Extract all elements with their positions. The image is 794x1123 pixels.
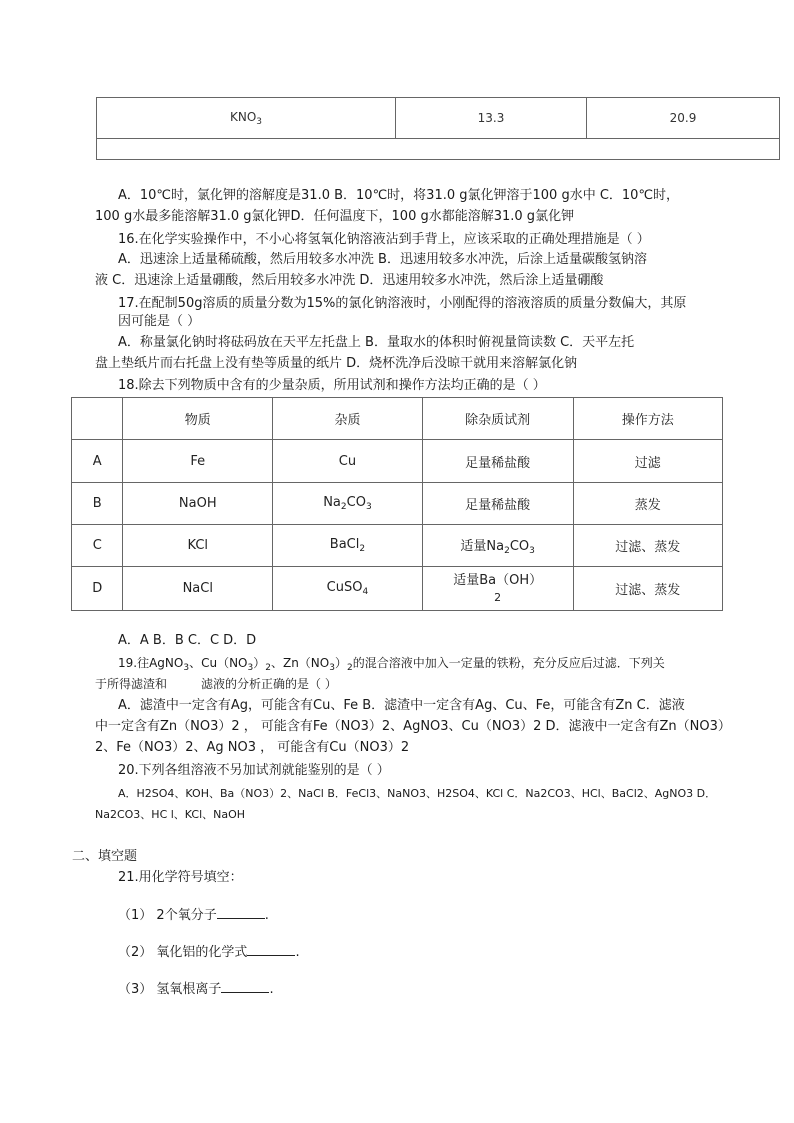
q17-stem-line2: 因可能是（ ）: [118, 314, 201, 329]
operation-cell: 蒸发: [573, 483, 722, 525]
q19-options-line1: A．滤渣中一定含有Ag，可能含有Cu、Fe B．滤渣中一定含有Ag、Cu、Fe，可能含有Zn C．滤液: [118, 698, 685, 713]
option-cell: D: [72, 567, 123, 611]
q20-options-line2: Na2CO3、HC l、KCl、NaOH: [95, 808, 246, 821]
table-row: [72, 525, 723, 567]
substance-cell: Fe: [123, 440, 273, 483]
q17-options-line2: 盘上垫纸片而右托盘上没有垫等质量的纸片 D．烧杯洗净后没晾干就用来溶解氯化钠: [95, 356, 578, 371]
impurity-cell: $Na_2CO_3$: [273, 483, 423, 525]
solubility-table: [96, 97, 780, 160]
q20-options-line1: A．H2SO4、KOH、Ba（NO3）2、NaCl B．FeCl3、NaNO3、H2SO4、KCl C．Na2CO3、HCl、BaCl2、AgNO3 D．: [118, 787, 717, 800]
q19-options-line2: 中一定含有Zn（NO3）2 ， 可能含有Fe（NO3）2、AgNO3、Cu（NO3）2 D．滤液中一定含有Zn（NO3）: [95, 719, 731, 734]
substance-cell: NaCl: [123, 567, 273, 611]
header-cell: 杂质: [273, 398, 423, 440]
section-title: 二、填空题: [72, 849, 138, 864]
operation-cell: 过滤、蒸发: [573, 567, 722, 611]
table-cell: $KNO_3$: [97, 98, 396, 139]
impurity-cell: BaCl$_2$: [273, 525, 423, 567]
table-cell: 13.3: [396, 98, 587, 139]
operation-cell: 过滤: [573, 440, 722, 483]
reagent-cell: 适量$Na_2CO_3$: [422, 525, 573, 567]
reagent-cell: 足量稀盐酸: [422, 483, 573, 525]
q19-stem-line1: 19.往AgNO$_3$、$Cu(NO_3)_2$、$Zn(NO_3)_2$的混合溶液中加入一定量的铁粉，充分反应后过滤．下列关: [118, 656, 665, 673]
table-row: [97, 139, 780, 160]
substance-cell: NaOH: [123, 483, 273, 525]
option-cell: C: [72, 525, 123, 567]
table-row: [72, 483, 723, 525]
q19-options-line3: 2、Fe（NO3）2、Ag NO3 ， 可能含有Cu（NO3）2: [95, 740, 410, 755]
fill-item-1: （1） 2个氧分子 .: [118, 908, 269, 923]
fill-item-2: （2） 氧化铝的化学式 .: [118, 945, 300, 960]
table-row: [72, 440, 723, 483]
q17-options-line1: A．称量氯化钠时将砝码放在天平左托盘上 B．量取水的体积时俯视量筒读数 C．天平左托: [118, 335, 635, 350]
header-cell: 物质: [123, 398, 273, 440]
answer-blank[interactable]: [221, 980, 269, 993]
operation-cell: 过滤、蒸发: [573, 525, 722, 567]
table-cell: [97, 139, 780, 160]
table-cell: 20.9: [587, 98, 780, 139]
q18-choices: A．A B．B C．C D．D: [118, 633, 257, 648]
answer-blank[interactable]: [247, 943, 295, 956]
table-header-row: [72, 398, 723, 440]
header-cell: [72, 398, 123, 440]
q15-options-line1: A．10℃时，氯化钾的溶解度是31.0 B．10℃时，将31.0 g氯化钾溶于100 g水中 C．10℃时，: [118, 188, 680, 203]
q16-stem: 16.在化学实验操作中，不小心将氢氧化钠溶液沾到手背上，应该采取的正确处理措施是（ ）: [118, 232, 650, 247]
q17-stem-line1: 17.在配制50g溶质的质量分数为15%的氯化钠溶液时，小刚配得的溶液溶质的质量分数偏大，其原: [118, 296, 687, 311]
impurity-cell: CuSO$_4$: [273, 567, 423, 611]
q18-stem: 18.除去下列物质中含有的少量杂质，所用试剂和操作方法均正确的是（ ）: [118, 378, 546, 393]
substance-cell: KCl: [123, 525, 273, 567]
fill-item-3: （3） 氢氧根离子 .: [118, 982, 274, 997]
q19-stem-line2: 于所得滤渣和 滤液的分析正确的是（ ）: [95, 677, 337, 691]
header-cell: 除杂质试剂: [422, 398, 573, 440]
q21-stem: 21.用化学符号填空：: [118, 870, 243, 885]
table-row: [72, 567, 723, 611]
header-cell: 操作方法: [573, 398, 722, 440]
option-cell: B: [72, 483, 123, 525]
table-row: [97, 98, 780, 139]
q18-table: [71, 397, 723, 611]
impurity-cell: Cu: [273, 440, 423, 483]
q16-options-line1: A．迅速涂上适量稀硫酸，然后用较多水冲洗 B．迅速用较多水冲洗，后涂上适量碳酸氢钠溶: [118, 252, 647, 267]
q20-stem: 20.下列各组溶液不另加试剂就能鉴别的是（ ）: [118, 763, 390, 778]
reagent-cell: 适量Ba（OH） 2: [422, 567, 573, 611]
option-cell: A: [72, 440, 123, 483]
reagent-cell: 足量稀盐酸: [422, 440, 573, 483]
q16-options-line2: 液 C．迅速涂上适量硼酸，然后用较多水冲洗 D．迅速用较多水冲洗，然后涂上适量硼酸: [95, 273, 604, 288]
answer-blank[interactable]: [217, 906, 265, 919]
q15-options-line2: 100 g水最多能溶解31.0 g氯化钾D．任何温度下，100 g水都能溶解31.0 g氯化钾: [95, 209, 575, 224]
